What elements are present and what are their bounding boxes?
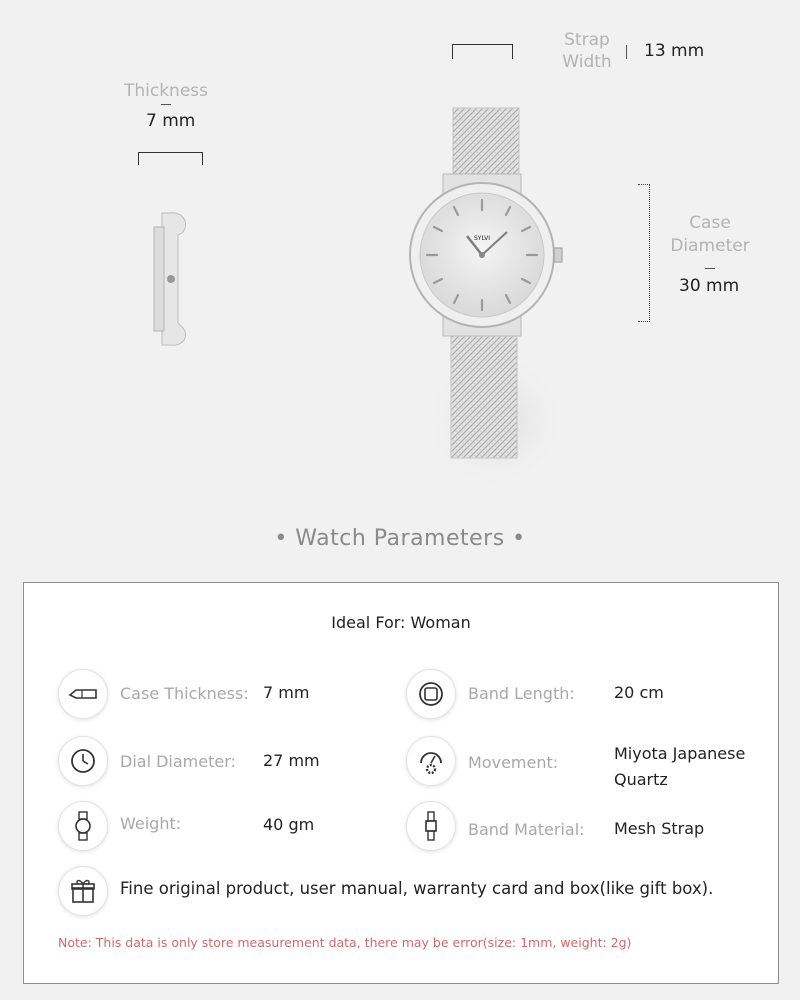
movement-label: Movement: [468,753,559,772]
section-title: • Watch Parameters • [274,526,526,551]
case-value: 30 mm [679,276,740,296]
case-label-line2: Diameter [670,236,750,256]
wristwatch-icon [58,801,108,851]
movement-value-line1: Miyota Japanese [614,744,746,763]
package-text: Fine original product, user manual, warranty card and box(like gift box). [120,879,714,898]
measurement-note: Note: This data is only store measurement data, there may be error(size: 1mm, weight: 2g) [58,935,632,950]
dial-diameter-label: Dial Diameter: [120,752,236,771]
strap-value: 13 mm [644,41,705,61]
weight-label: Weight: [120,814,182,833]
watch-front-image [395,100,595,500]
case-label-line1: Case [689,213,731,233]
dash [161,104,171,105]
strap-icon [406,801,456,851]
thickness-bracket [138,152,203,165]
band-length-label: Band Length: [468,684,575,703]
watch-band-icon [406,669,456,719]
thickness-value: 7 mm [146,111,196,131]
band-material-label: Band Material: [468,820,585,839]
case-thickness-value: 7 mm [263,683,310,702]
thickness-label: Thickness [123,81,209,101]
band-length-value: 20 cm [614,683,664,702]
parameters-panel [23,582,779,984]
weight-value: 40 gm [263,815,315,834]
strap-bracket [452,44,513,59]
watch-side-view [140,205,200,350]
watch-side-icon [58,669,108,719]
gear-gauge-icon [406,736,456,786]
clock-icon [58,736,108,786]
separator [626,45,627,59]
dash [705,268,715,269]
strap-label-line1: Strap [564,30,610,50]
strap-label-line2: Width [562,52,612,72]
movement-value-line2: Quartz [614,770,668,789]
gift-icon [58,866,108,916]
ideal-for: Ideal For: Woman [331,613,471,632]
case-thickness-label: Case Thickness: [120,684,249,703]
case-bracket [638,184,650,322]
brand-logo: SYLVI [473,235,491,242]
dial-diameter-value: 27 mm [263,751,320,770]
band-material-value: Mesh Strap [614,819,705,838]
